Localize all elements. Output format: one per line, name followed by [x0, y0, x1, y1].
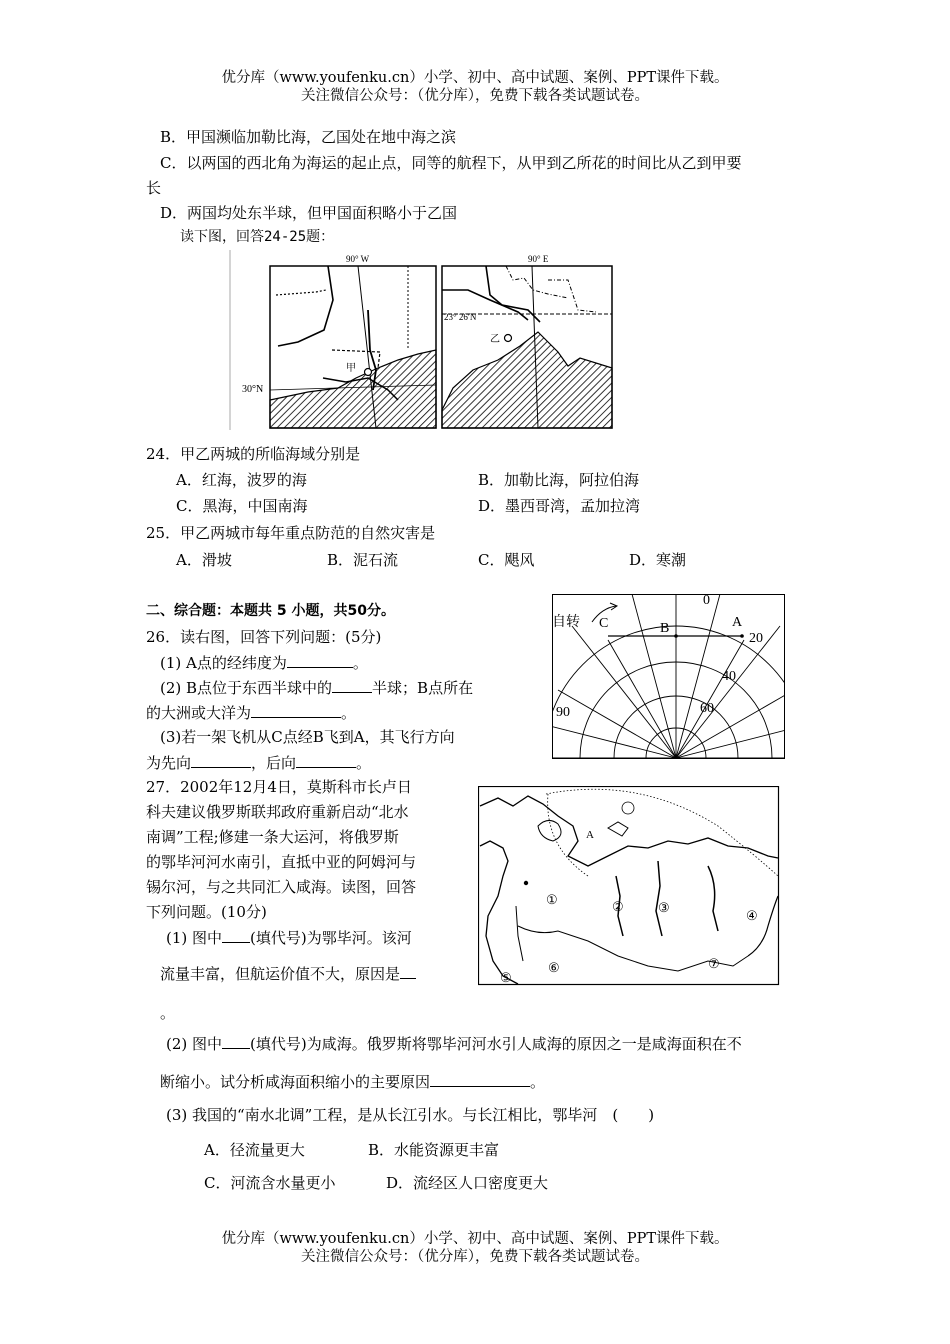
q27-answer-2a-blank[interactable]	[222, 1034, 250, 1049]
q27-part-2	[166, 1034, 742, 1053]
q24-option-d: D．墨西哥湾，孟加拉湾	[478, 497, 641, 515]
q26-part-1-text: (1) A点的经纬度为	[160, 654, 287, 672]
q25-option-b: B．泥石流	[327, 551, 399, 569]
q23-option-c: C．以两国的西北角为海运的起止点，同等的航程下，从甲到乙所花的时间比从乙到甲要	[160, 154, 742, 172]
header-line-2: 关注微信公众号：（优分库），免费下载各类试题试卷。	[301, 88, 649, 104]
q26-part-1-end: 。	[352, 654, 368, 672]
right-longitude-label: 90° E	[528, 254, 549, 264]
q26-answer-3a-blank[interactable]	[191, 753, 251, 768]
q26-part-3-text-c: ，后向	[251, 754, 297, 772]
read-prompt: 读下图，回答24-25题：	[180, 229, 335, 245]
left-longitude-label: 90° W	[346, 254, 370, 264]
footer-line-2: 关注微信公众号：（优分库），免费下载各类试题试卷。	[301, 1249, 649, 1265]
q27-answer-2b-blank[interactable]	[430, 1072, 530, 1087]
q26-answer-1-blank[interactable]	[287, 653, 353, 668]
q27-part-3: (3) 我国的“南水北调”工程，是从长江引水。与长江相比，鄂毕河 ( )	[166, 1106, 655, 1124]
q25-option-a: A．滑坡	[176, 551, 232, 569]
q25-option-c: C．飓风	[478, 551, 535, 569]
q26-part-2	[160, 678, 473, 697]
right-latitude-label: 23° 26′N	[444, 312, 477, 322]
q26-answer-3b-blank[interactable]	[296, 753, 356, 768]
point-a-label: A	[732, 615, 743, 630]
q27-part-1-text-c: 流量丰富，但航运价值不大，原因是	[160, 965, 401, 983]
q23-option-b: B．甲国濒临加勒比海，乙国处在地中海之滨	[160, 128, 457, 146]
q27-answer-1b-blank[interactable]	[400, 964, 416, 979]
q27-part-1-text-b: (填代号)为鄂毕河。该河	[250, 929, 412, 947]
q26-part-3-text-b: 为先向	[146, 754, 192, 772]
q24-option-a: A．红海，波罗的海	[176, 471, 307, 489]
q27-part-1-end: 。	[160, 1004, 176, 1022]
left-latitude-label: 30°N	[242, 384, 264, 395]
section-2-title: 二、综合题：本题共 5 小题，共50分。	[146, 603, 395, 619]
rotation-label: 自转	[552, 615, 580, 630]
marker-3-label: ③	[658, 900, 670, 915]
q27-part-2-cont	[160, 1072, 545, 1091]
q27-part-1-text: (1) 图中	[166, 929, 223, 947]
q26-answer-2a-blank[interactable]	[332, 678, 372, 693]
q27-option-b: B．水能资源更丰富	[368, 1141, 500, 1159]
city-jia-label: 甲	[346, 363, 356, 374]
q24-option-c: C．黑海，中国南海	[176, 497, 308, 515]
asia-map-figure	[478, 786, 780, 986]
marker-1-label: ①	[546, 892, 558, 907]
point-a-asia-label: A	[586, 829, 594, 841]
parallel-20-label: 20	[749, 631, 763, 646]
q26-part-2-end: 。	[341, 704, 357, 722]
q26-part-2-text-c: 的大洲或大洋为	[146, 704, 252, 722]
q27-answer-1a-blank[interactable]	[222, 928, 250, 943]
q26-part-1	[160, 653, 368, 672]
q27-option-c: C．河流含水量更小	[204, 1174, 336, 1192]
q26-part-3-end: 。	[356, 754, 372, 772]
q27-stem-line-5: 锡尔河，与之共同汇入咸海。读图，回答	[146, 878, 417, 896]
marker-2-label: ②	[612, 899, 624, 914]
q23-option-d: D．两国均处东半球，但甲国面积略小于乙国	[160, 204, 458, 222]
q27-part-2-end: 。	[530, 1073, 546, 1091]
q27-stem-line-1: 27．2002年12月4日，莫斯科市长卢日	[146, 778, 412, 796]
q27-part-1	[166, 928, 412, 947]
marker-4-label: ④	[746, 908, 758, 923]
q27-part-2-text: (2) 图中	[166, 1035, 223, 1053]
marker-6-label: ⑥	[548, 960, 560, 975]
q26-part-2-cont	[146, 703, 356, 722]
q27-stem-line-4: 的鄂毕河河水南引，直抵中亚的阿姆河与	[146, 853, 417, 871]
parallel-40-label: 40	[722, 669, 736, 684]
q26-answer-2b-blank[interactable]	[251, 703, 341, 718]
q27-part-2-text-c: 断缩小。试分析咸海面积缩小的主要原因	[160, 1073, 431, 1091]
q27-part-2-text-b: (填代号)为咸海。俄罗斯将鄂毕河河水引人咸海的原因之一是咸海面积在不	[250, 1035, 742, 1053]
q25-stem: 25．甲乙两城市每年重点防范的自然灾害是	[146, 524, 436, 542]
q27-stem-line-3: 南调”工程;修建一条大运河，将俄罗斯	[146, 828, 399, 846]
parallel-60-label: 60	[700, 701, 714, 716]
q27-part-1-cont	[160, 964, 416, 983]
q27-stem-line-6: 下列问题。(10分)	[146, 903, 267, 921]
polar-projection-map	[552, 594, 786, 760]
gulf-maps-figure	[228, 250, 618, 435]
q26-stem: 26．读右图，回答下列问题：(5分)	[146, 628, 382, 646]
q26-part-2-text-b: 半球；B点所在	[372, 679, 474, 697]
q27-option-d: D．流经区人口密度更大	[386, 1174, 549, 1192]
q26-part-3-cont	[146, 753, 371, 772]
footer-line-1: 优分库（www.youfenku.cn）小学、初中、高中试题、案例、PPT课件下载。	[221, 1231, 729, 1247]
q24-option-b: B．加勒比海，阿拉伯海	[478, 471, 640, 489]
meridian-90-label: 90	[556, 705, 570, 720]
marker-5-label: ⑤	[500, 970, 512, 985]
meridian-0-label: 0	[703, 594, 710, 608]
q27-option-a: A．径流量更大	[204, 1141, 305, 1159]
q23-option-c-cont: 长	[146, 179, 162, 197]
q27-stem-line-2: 科夫建议俄罗斯联邦政府重新启动“北水	[146, 803, 409, 821]
city-yi-label: 乙	[490, 334, 500, 345]
point-c-label: C	[599, 616, 609, 631]
q25-option-d: D．寒潮	[629, 551, 687, 569]
header-line-1: 优分库（www.youfenku.cn）小学、初中、高中试题、案例、PPT课件下载。	[221, 70, 729, 86]
point-b-label: B	[660, 621, 670, 636]
q26-part-2-text: (2) B点位于东西半球中的	[160, 679, 333, 697]
q24-stem: 24．甲乙两城的所临海域分别是	[146, 445, 361, 463]
marker-7-label: ⑦	[708, 956, 720, 971]
q26-part-3: (3)若一架飞机从C点经B飞到A，其飞行方向	[160, 728, 455, 746]
